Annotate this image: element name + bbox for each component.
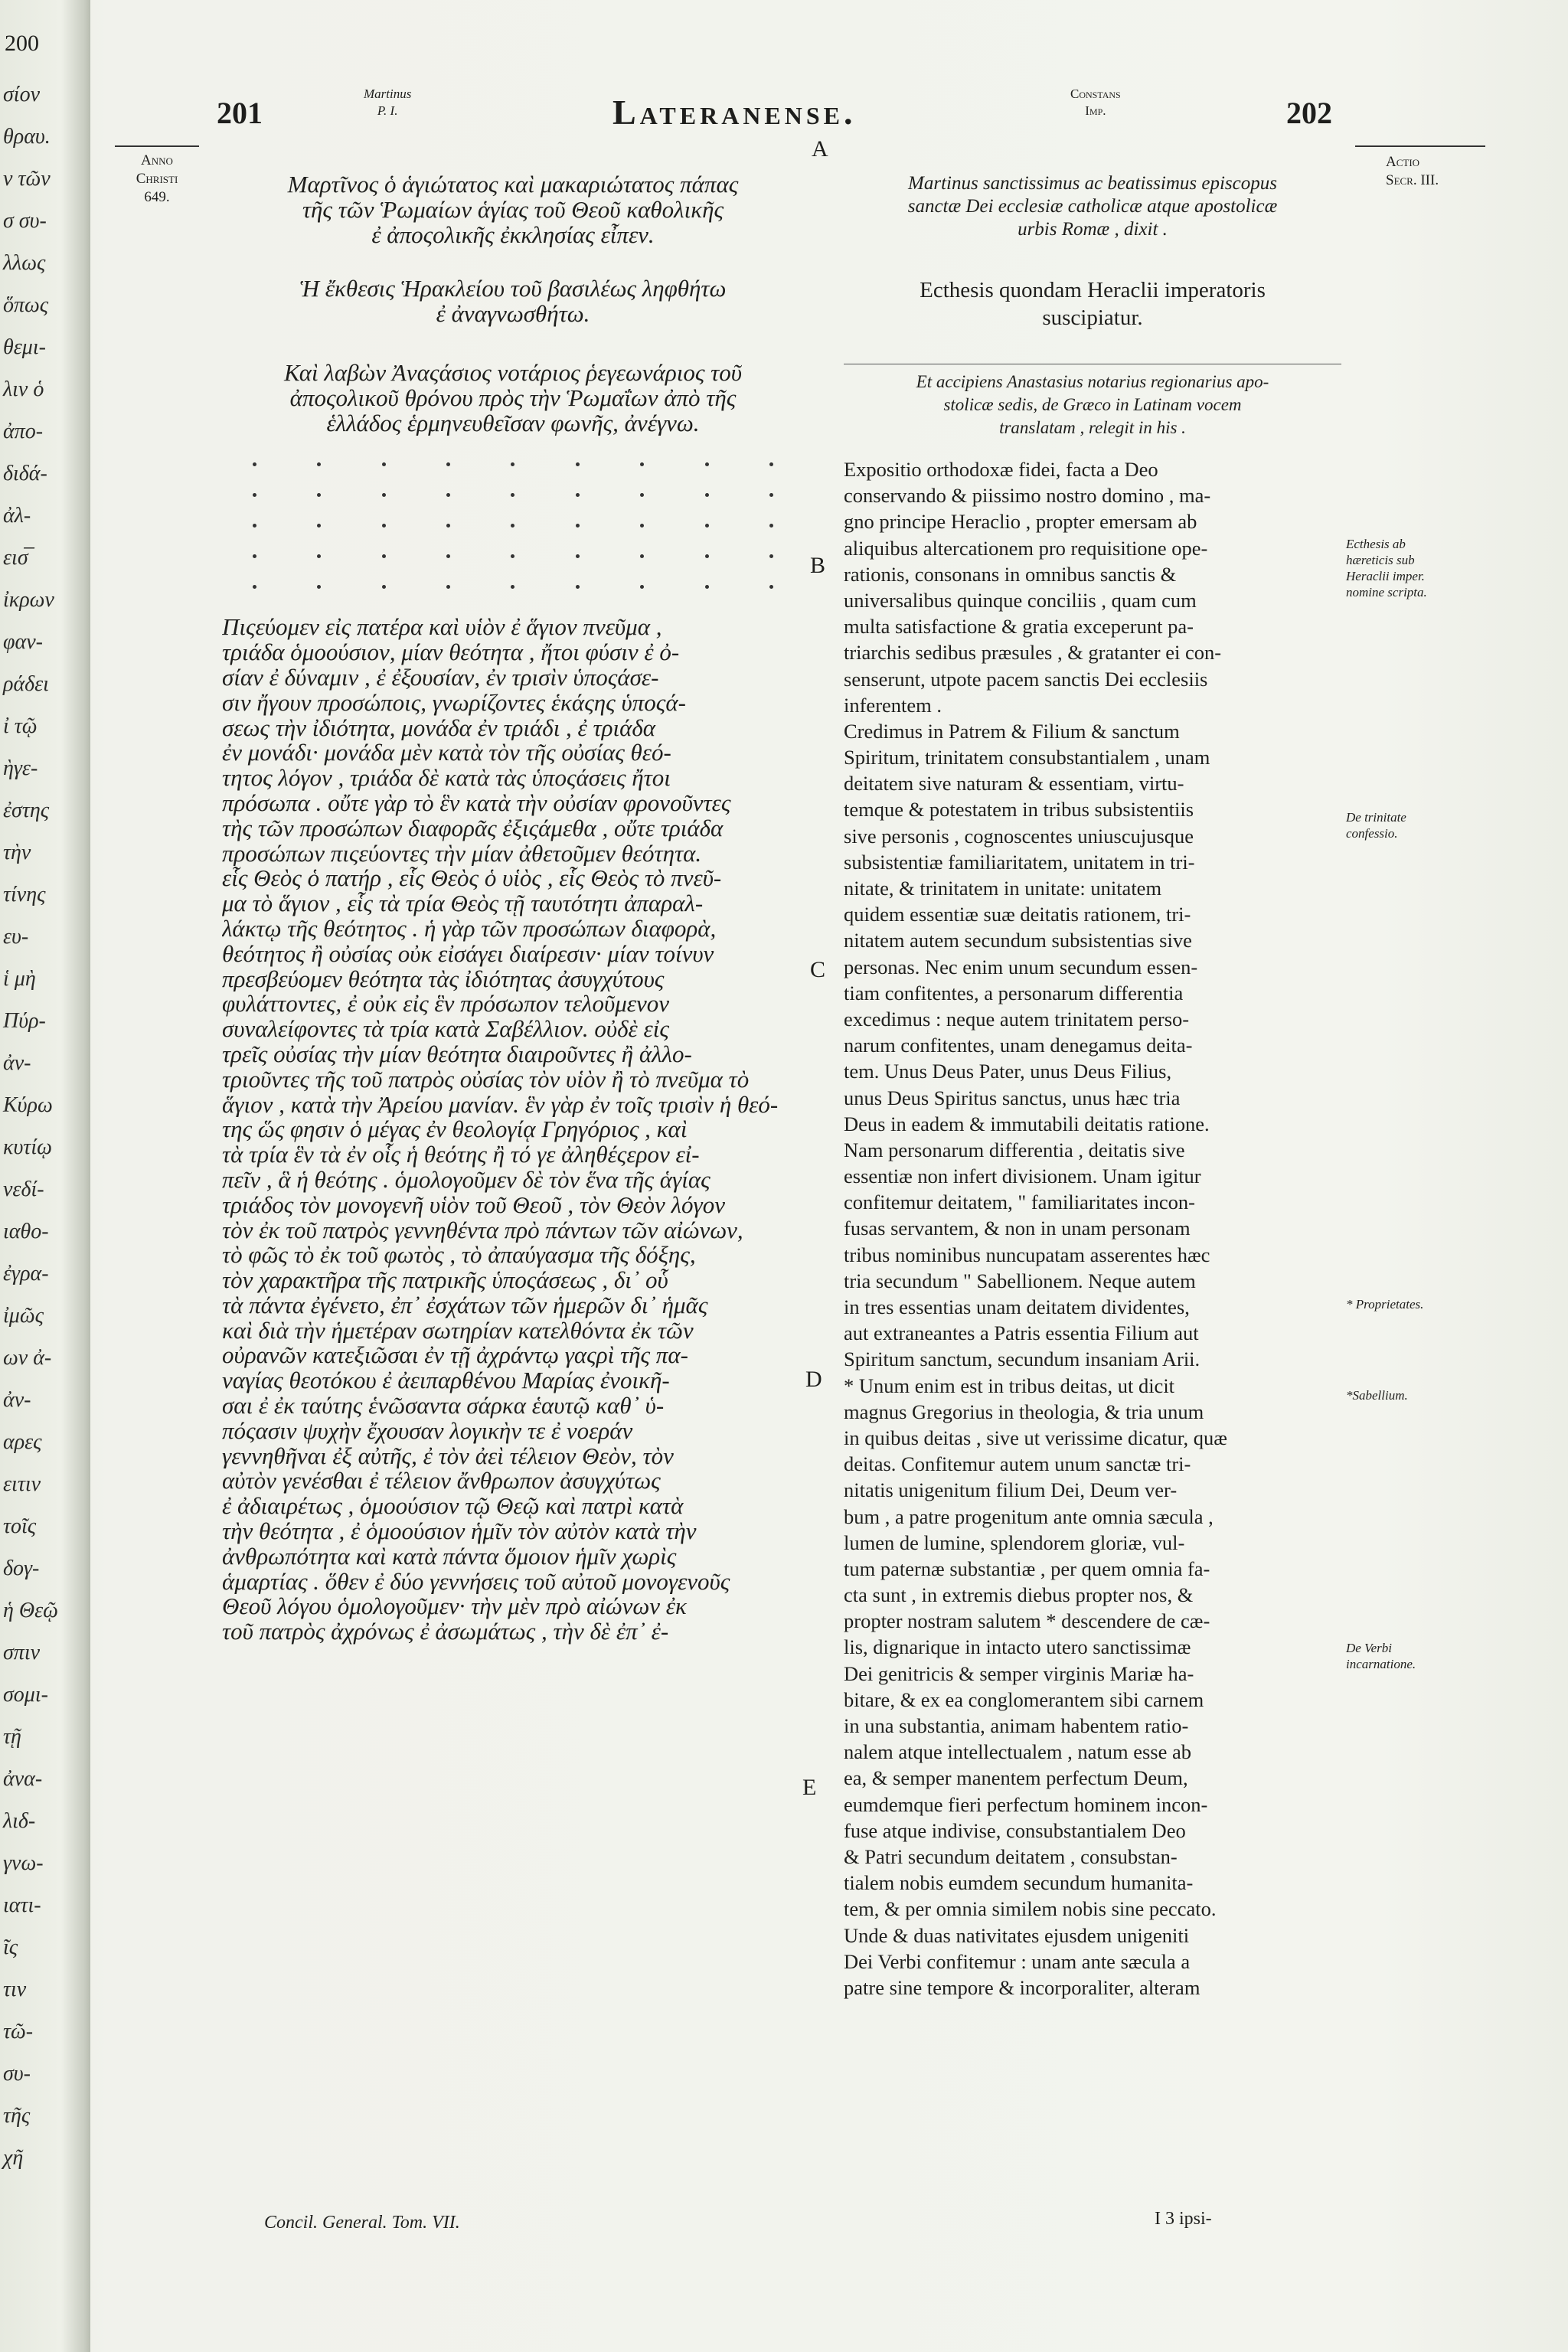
greek-body-line: ἁμαρτίας . ὅθεν ἐ δύο γεννήσεις τοῦ αὐτοῦ μονογενοῦς bbox=[222, 1569, 730, 1595]
latin-heading bbox=[844, 172, 1341, 241]
latin-anastasius-note bbox=[844, 364, 1341, 439]
previous-page-line: φαν- bbox=[3, 630, 43, 654]
lacuna-dot bbox=[740, 581, 804, 592]
latin-body-line: senserunt, utpote pacem sanctis Dei ecclesiis bbox=[844, 667, 1208, 691]
lacuna-dot bbox=[416, 581, 480, 592]
previous-page-line: ἀπο- bbox=[3, 420, 44, 443]
greek-body-line: τριάδος τὸν μονογενῆ υἱὸν τοῦ Θεοῦ , τὸν Θεὸν λόγον bbox=[222, 1192, 725, 1218]
latin-body-line: * Unum enim est in tribus deitas, ut dicit bbox=[844, 1374, 1175, 1397]
greek-body-line: πόςασιν ψυχὴν ἔχουσαν λογικὴν τε ἐ νοεράν bbox=[222, 1418, 633, 1444]
greek-body-line: προσώπων πιςεύοντες τὴν μίαν ἀθετοῦμεν θεότητα. bbox=[222, 841, 702, 867]
previous-page-line: ράδει bbox=[3, 672, 49, 696]
previous-page-line: σπιν bbox=[3, 1641, 41, 1664]
greek-body-line: ἐν μονάδι· μονάδα μὲν κατὰ τὸν τῆς οὐσίας θεό- bbox=[222, 740, 671, 766]
previous-page-line: γνω- bbox=[3, 1851, 44, 1875]
greek-body-line: οὐρανῶν κατεξιῶσαι ἐν τῇ ἀχράντῳ γαςρὶ τῆς πα- bbox=[222, 1343, 688, 1369]
greek-body-line: τὴν θεότητα , ἐ ὁμοούσιον ἡμῖν τὸν αὐτὸν κατὰ τὴν bbox=[222, 1519, 697, 1544]
lacuna-dot bbox=[675, 550, 739, 561]
latin-body-line: & Patri secundum deitatem , consubstan- bbox=[844, 1844, 1178, 1868]
header-emperor bbox=[1070, 86, 1121, 119]
greek-note-line: ἀποςολικοῦ θρόνου πρὸς τὴν Ῥωμαΐων ἀπὸ τῆς bbox=[289, 385, 737, 411]
latin-body-line: in una substantia, animam habentem ratio- bbox=[844, 1714, 1189, 1737]
lacuna-dot bbox=[481, 581, 545, 592]
anno-label: Anno bbox=[141, 152, 173, 168]
previous-page-line: τίνης bbox=[3, 883, 46, 906]
previous-page-line: λλως bbox=[3, 251, 46, 275]
margin-note-ecthesis: Ecthesis ab hæreticis sub Heraclii imper. nomine scripta. bbox=[1346, 537, 1427, 599]
greek-body bbox=[222, 615, 804, 1645]
greek-body-line: Θεοῦ λόγου ὁμολογοῦμεν· τὴν μὲν πρὸ αἰώνων ἐκ bbox=[222, 1594, 687, 1620]
lacuna-dot bbox=[481, 520, 545, 531]
lacuna-dot bbox=[545, 520, 609, 531]
latin-body-line: universalibus quinque conciliis , quam cum bbox=[844, 588, 1197, 612]
previous-page-line: ἰκρων bbox=[3, 588, 54, 612]
latin-note-line: Et accipiens Anastasius notarius regionarius apo- bbox=[916, 372, 1269, 391]
latin-body-line: nitate, & trinitatem in unitate: unitatem bbox=[844, 877, 1162, 900]
lacuna-dots bbox=[222, 459, 804, 592]
previous-page-line: ἰ τῷ bbox=[3, 714, 38, 738]
previous-page-line: λιδ- bbox=[3, 1809, 36, 1833]
latin-body-line: fuse atque indivise, consubstantialem Deo bbox=[844, 1818, 1186, 1842]
latin-body-line: aliquibus altercationem pro requisitione ope- bbox=[844, 536, 1208, 560]
previous-page-line: ἀν- bbox=[3, 1051, 31, 1075]
latin-body-line: sive personis , cognoscentes uniuscujusque bbox=[844, 824, 1194, 848]
latin-body-line: temque & potestatem in tribus subsistentiis bbox=[844, 798, 1194, 822]
lacuna-dot bbox=[610, 550, 675, 561]
lacuna-dot bbox=[416, 550, 480, 561]
lacuna-dot bbox=[222, 489, 286, 500]
previous-page-line: ιατι- bbox=[3, 1893, 41, 1917]
christi-label: Christi bbox=[136, 171, 178, 187]
latin-body-line: tria secundum " Sabellionem. Neque autem bbox=[844, 1269, 1196, 1292]
lacuna-dot bbox=[545, 489, 609, 500]
section-letter: A bbox=[812, 136, 828, 162]
previous-page-line: αρες bbox=[3, 1430, 42, 1454]
previous-page-line: ἰμῶς bbox=[3, 1304, 44, 1328]
previous-page-line: ὅπως bbox=[3, 293, 49, 317]
header-pope-name: Martinus bbox=[364, 87, 412, 101]
previous-page-line: θραυ. bbox=[3, 125, 51, 149]
greek-note-line: ἑλλάδος ἑρμηνευθεῖσαν φωνῆς, ἀνέγνω. bbox=[326, 410, 700, 436]
latin-body-line: magnus Gregorius in theologia, & tria unum bbox=[844, 1400, 1204, 1423]
greek-heading-line: τῆς τῶν Ῥωμαίων ἁγίας τοῦ Θεοῦ καθολικῆς bbox=[302, 197, 724, 223]
previous-page-line: ἀν- bbox=[3, 1388, 31, 1412]
previous-page-line: τῇ bbox=[3, 1725, 21, 1749]
greek-body-line: τριοῦντες τῆς τοῦ πατρὸς οὐσίας τὸν υἱὸν ἢ τὸ πνεῦμα τὸ bbox=[222, 1067, 750, 1093]
latin-body-line: propter nostram salutem * descendere de cæ- bbox=[844, 1609, 1210, 1633]
latin-body-line: ea, & semper manentem perfectum Deum, bbox=[844, 1766, 1188, 1790]
actio-session: Secr. III. bbox=[1386, 172, 1439, 188]
latin-body-line: inferentem . bbox=[844, 693, 942, 717]
previous-page-line: ἀλ- bbox=[3, 504, 31, 528]
previous-page-line: ἡ Θεῷ bbox=[3, 1599, 58, 1622]
latin-body-line: personas. Nec enim unum secundum essen- bbox=[844, 955, 1198, 978]
lacuna-dot bbox=[610, 489, 675, 500]
previous-page-line: εισ̅ bbox=[3, 546, 28, 570]
latin-body-line: patre sine tempore & incorporaliter, alteram bbox=[844, 1975, 1200, 1999]
greek-body-line: σιν ἤγουν προσώποις, γνωρίζοντες ἑκάςης ὑποςά- bbox=[222, 690, 686, 716]
lacuna-dot bbox=[286, 550, 351, 561]
previous-page-line: τιν bbox=[3, 1978, 27, 2001]
latin-body-line: Spiritum sanctum, secundum insaniam Arii. bbox=[844, 1348, 1200, 1371]
greek-body-line: εἷς Θεὸς ὁ πατήρ , εἷς Θεὸς ὁ υἱὸς , εἷς Θεὸς τὸ πνεῦ- bbox=[222, 866, 722, 892]
latin-body-line: multa satisfactione & gratia exceperunt pa- bbox=[844, 615, 1194, 639]
header-pope-number: P. I. bbox=[377, 103, 398, 118]
latin-title-line: Ecthesis quondam Heraclii imperatoris bbox=[920, 278, 1266, 302]
latin-column bbox=[844, 172, 1341, 2001]
latin-body-line: tribus nominibus nuncupatam asserentes hæc bbox=[844, 1243, 1210, 1266]
greek-body-line: τὸν χαρακτῆρα τῆς πατρικῆς ὑποςάσεως , δι᾽ οὗ bbox=[222, 1268, 668, 1293]
greek-body-line: τὸν ἐκ τοῦ πατρὸς γεννηθέντα πρὸ πάντων τῶν αἰώνων, bbox=[222, 1217, 743, 1243]
previous-page-number: 200 bbox=[5, 31, 39, 56]
previous-page-line: τοῖς bbox=[3, 1514, 37, 1538]
previous-page-line: Κύρω bbox=[3, 1093, 53, 1117]
latin-ecthesis-title bbox=[844, 276, 1341, 332]
previous-page-line: κυτίῳ bbox=[3, 1135, 52, 1159]
lacuna-dot bbox=[286, 459, 351, 469]
greek-note-line: Καὶ λαβὼν Ἀναςάσιος νοτάριος ῥεγεωνάριος τοῦ bbox=[283, 360, 743, 386]
lacuna-dot bbox=[740, 459, 804, 469]
margin-year bbox=[115, 145, 199, 207]
previous-page-line: δογ- bbox=[3, 1557, 40, 1580]
latin-heading-line: urbis Romæ , dixit . bbox=[1018, 219, 1168, 240]
greek-heading bbox=[222, 172, 804, 247]
latin-body-line: subsistentiæ familiaritatem, unitatem in tri- bbox=[844, 850, 1195, 874]
latin-body-line: nitatis unigenitum filium Dei, Deum ver- bbox=[844, 1478, 1178, 1502]
greek-body-line: τοῦ πατρὸς ἀχρόνως ἐ ἀσωμάτως , τὴν δὲ ἐπ᾽ ἐ- bbox=[222, 1619, 669, 1645]
lacuna-dot bbox=[675, 581, 739, 592]
section-letter: B bbox=[810, 553, 826, 578]
previous-page-line: ῖς bbox=[3, 1936, 18, 1959]
lacuna-dot bbox=[351, 520, 416, 531]
greek-body-line: πεῖν , ἃ ἡ θεότης . ὁμολογοῦμεν δὲ τὸν ἕνα τῆς ἁγίας bbox=[222, 1167, 710, 1193]
previous-page-line: ἀνα- bbox=[3, 1767, 43, 1791]
latin-body-line: Nam personarum differentia , deitatis sive bbox=[844, 1138, 1185, 1161]
previous-page-edge bbox=[0, 0, 90, 2352]
lacuna-dot bbox=[222, 520, 286, 531]
actio-label: Actio bbox=[1386, 154, 1420, 170]
section-letter: C bbox=[810, 957, 826, 982]
latin-body-line: essentiæ non infert divisionem. Unam igitur bbox=[844, 1165, 1201, 1188]
greek-body-line: τὸ φῶς τὸ ἐκ τοῦ φωτὸς , τὸ ἀπαύγασμα τῆς δόξης, bbox=[222, 1243, 696, 1269]
lacuna-dot bbox=[351, 459, 416, 469]
latin-body-line: Dei Verbi confitemur : unam ante sæcula a bbox=[844, 1949, 1191, 1973]
greek-body-line: φυλάττοντες, ἐ οὐκ εἰς ἓν πρόσωπον τελοῦμενον bbox=[222, 991, 670, 1018]
margin-actio bbox=[1355, 145, 1485, 190]
header-title: Lateranense. bbox=[612, 93, 857, 132]
lacuna-dot bbox=[351, 550, 416, 561]
greek-body-line: Πιςεύομεν εἰς πατέρα καὶ υἱὸν ἐ ἅγιον πνεῦμα , bbox=[222, 615, 662, 641]
previous-page-line: ειτιν bbox=[3, 1472, 41, 1496]
lacuna-dot bbox=[545, 550, 609, 561]
greek-body-line: θεότητος ἢ οὐσίας οὐκ εἰσάγει διαίρεσιν· μίαν τοίνυν bbox=[222, 941, 714, 967]
greek-title-line: Ἡ ἔκθεσις Ἡρακλείου τοῦ βασιλέως ληφθήτω bbox=[299, 276, 727, 302]
latin-body-line: Credimus in Patrem & Filium & sanctum bbox=[844, 719, 1180, 743]
running-header bbox=[0, 86, 1568, 147]
lacuna-dot bbox=[222, 459, 286, 469]
lacuna-dot bbox=[610, 520, 675, 531]
latin-body-line: tialem nobis eumdem secundum humanita- bbox=[844, 1871, 1194, 1895]
header-pope bbox=[364, 86, 411, 119]
lacuna-dot bbox=[481, 550, 545, 561]
previous-page-line: τῆς bbox=[3, 2104, 31, 2128]
latin-body-line: quidem essentiæ suæ deitatis rationem, tri- bbox=[844, 903, 1191, 926]
greek-body-line: σίαν ἐ δύναμιν , ἐ ἐξουσίαν, ἐν τρισὶν ὑποςάσε- bbox=[222, 665, 659, 691]
latin-body-line: in tres essentias unam deitatem dividentes, bbox=[844, 1295, 1190, 1318]
greek-body-line: γεννηθῆναι ἐξ αὐτῆς, ἐ τὸν ἀεὶ τέλειον Θεὸν, τὸν bbox=[222, 1443, 674, 1469]
greek-column bbox=[222, 172, 804, 1645]
lacuna-dot bbox=[351, 581, 416, 592]
latin-body-line: in quibus deitas , sive ut verissime dicatur, quæ bbox=[844, 1426, 1227, 1449]
greek-body-line: πρόσωπα . οὔτε γὰρ τὸ ἓν κατὰ τὴν οὐσίαν φρονοῦντες bbox=[222, 790, 731, 816]
lacuna-dot bbox=[286, 520, 351, 531]
latin-title-line: suscipiatur. bbox=[1042, 305, 1143, 330]
greek-body-line: τὰ τρία ἓν τὰ ἐν οἷς ἡ θεότης ἢ τό γε ἀληθέςερον εἰ- bbox=[222, 1142, 700, 1168]
lacuna-dot bbox=[675, 459, 739, 469]
greek-body-line: τητος λόγον , τριάδα δὲ κατὰ τὰς ὑποςάσεις ἤτοι bbox=[222, 766, 671, 791]
lacuna-dot bbox=[416, 520, 480, 531]
greek-ecthesis-title bbox=[222, 276, 804, 327]
header-emperor-title: Imp. bbox=[1085, 103, 1106, 118]
lacuna-dot bbox=[740, 550, 804, 561]
page-number-right: 202 bbox=[1286, 96, 1332, 130]
greek-body-line: της ὥς φησιν ὁ μέγας ἐν θεολογίᾳ Γρηγόριος , καὶ bbox=[222, 1117, 688, 1143]
greek-body-line: αὐτὸν γενέσθαι ἐ τέλειον ἄνθρωπον ἀσυγχύτως bbox=[222, 1468, 661, 1494]
greek-body-line: σαι ἐ ἐκ ταύτης ἑνῶσαντα σάρκα ἑαυτῷ καθ᾽ ὑ- bbox=[222, 1393, 665, 1419]
previous-page-line: λιν ὁ bbox=[3, 377, 44, 401]
lacuna-dot bbox=[416, 459, 480, 469]
latin-body-line: Unde & duas nativitates ejusdem unigeniti bbox=[844, 1923, 1190, 1947]
latin-body-line: eumdemque fieri perfectum hominem incon- bbox=[844, 1792, 1208, 1816]
previous-page-line: Πύρ- bbox=[3, 1009, 46, 1033]
latin-body-line: Deus in eadem & immutabili deitatis ratione. bbox=[844, 1112, 1210, 1135]
latin-body-line: cta sunt , in extremis diebus propter nos, & bbox=[844, 1583, 1194, 1607]
footer-catchword: I 3 ipsi- bbox=[1155, 2209, 1212, 2229]
header-emperor-name: Constans bbox=[1070, 87, 1121, 101]
lacuna-dot bbox=[675, 489, 739, 500]
lacuna-dot bbox=[740, 489, 804, 500]
latin-body-line: tiam confitentes, a personarum differentia bbox=[844, 981, 1184, 1004]
previous-page-line: σομι- bbox=[3, 1683, 48, 1707]
greek-body-line: πρεσβεύομεν θεότητα τὰς ἰδιότητας ἀσυγχύτους bbox=[222, 966, 665, 992]
previous-page-line: ἐγρα- bbox=[3, 1262, 49, 1285]
latin-body-line: Dei genitricis & semper virginis Mariæ ha- bbox=[844, 1661, 1194, 1685]
previous-page-line: σίον bbox=[3, 83, 41, 106]
latin-body-line: fusas servantem, & non in unam personam bbox=[844, 1217, 1191, 1240]
previous-page-line: ἐστης bbox=[3, 799, 50, 822]
greek-body-line: ἅγιον , κατὰ τὴν Ἀρείου μανίαν. ἓν γὰρ ἐν τοῖς τρισὶν ἡ θεό- bbox=[222, 1092, 779, 1118]
previous-page-line: σ συ- bbox=[3, 209, 47, 233]
latin-body bbox=[844, 456, 1341, 2001]
lacuna-dot bbox=[286, 489, 351, 500]
lacuna-dot bbox=[675, 520, 739, 531]
page-number-left: 201 bbox=[217, 96, 263, 130]
year-value: 649. bbox=[144, 189, 170, 205]
previous-page-line: ων ἀ- bbox=[3, 1346, 52, 1370]
section-letter: E bbox=[802, 1775, 817, 1800]
latin-heading-line: sanctæ Dei ecclesiæ catholicæ atque apostolicæ bbox=[907, 196, 1278, 217]
margin-note-proprietates: * Proprietates. bbox=[1346, 1297, 1424, 1312]
section-letter: D bbox=[805, 1367, 822, 1392]
latin-body-line: conservando & piissimo nostro domino , ma- bbox=[844, 484, 1211, 508]
latin-body-line: nalem atque intellectualem , natum esse ab bbox=[844, 1740, 1192, 1764]
margin-note-incarnatione: De Verbi incarnatione. bbox=[1346, 1641, 1416, 1671]
lacuna-dot bbox=[740, 520, 804, 531]
latin-body-line: triarchis sedibus præsules , & gratanter ei con- bbox=[844, 641, 1222, 665]
lacuna-dot bbox=[222, 581, 286, 592]
greek-body-line: μα τὸ ἅγιον , εἷς τὰ τρία Θεὸς τῇ ταυτότητι ἀπαραλ- bbox=[222, 891, 704, 916]
previous-page-line: ιαθο- bbox=[3, 1220, 49, 1243]
latin-body-line: lumen de lumine, splendorem gloriæ, vul- bbox=[844, 1530, 1185, 1554]
lacuna-dot bbox=[545, 459, 609, 469]
latin-body-line: confitemur deitatem, " familiaritates incon- bbox=[844, 1191, 1195, 1214]
latin-body-line: bum , a patre progenitum ante omnia sæcula , bbox=[844, 1504, 1214, 1528]
greek-body-line: τριάδα ὁμοούσιον, μίαν θεότητα , ἤτοι φύσιν ἐ ὀ- bbox=[222, 640, 680, 665]
lacuna-dot bbox=[545, 581, 609, 592]
greek-body-line: καὶ διὰ τὴν ἡμετέραν σωτηρίαν κατελθόντα ἐκ τῶν bbox=[222, 1318, 694, 1344]
previous-page-line: νεδί- bbox=[3, 1178, 44, 1201]
latin-body-line: deitatem sive naturam & essentiam, virtu- bbox=[844, 772, 1184, 795]
previous-page-line: διδά- bbox=[3, 462, 47, 485]
lacuna-dot bbox=[286, 581, 351, 592]
greek-anastasius-note bbox=[222, 361, 804, 436]
previous-page-line: ὴγε- bbox=[3, 756, 38, 780]
lacuna-dot bbox=[481, 459, 545, 469]
lacuna-dot bbox=[222, 550, 286, 561]
lacuna-dot bbox=[351, 489, 416, 500]
footer-signature: Concil. General. Tom. VII. bbox=[264, 2213, 460, 2233]
latin-body-line: unus Deus Spiritus sanctus, unus hæc tria bbox=[844, 1086, 1181, 1109]
latin-body-line: lis, dignarique in intacto utero sanctissimæ bbox=[844, 1635, 1191, 1659]
greek-title-line: ἐ ἀναγνωσθήτω. bbox=[436, 302, 590, 327]
previous-page-line: ευ- bbox=[3, 925, 29, 949]
greek-body-line: τὴς τῶν προσώπων διαφορᾶς ἐξιςάμεθα , οὔτε τριάδα bbox=[222, 815, 724, 841]
greek-body-line: ἀνθρωπότητα καὶ κατὰ πάντα ὅμοιον ἡμῖν χωρὶς bbox=[222, 1544, 677, 1570]
latin-body-line: excedimus : neque autem trinitatem perso- bbox=[844, 1007, 1190, 1031]
latin-body-line: Expositio orthodoxæ fidei, facta a Deo bbox=[844, 458, 1158, 481]
lacuna-dot bbox=[481, 489, 545, 500]
greek-heading-line: Μαρτῖνος ὁ ἁγιώτατος καὶ μακαριώτατος πάπας bbox=[287, 172, 739, 198]
greek-body-line: τρεῖς οὐσίας τὴν μίαν θεότητα διαιροῦντες ἢ ἀλλο- bbox=[222, 1041, 692, 1067]
greek-body-line: λάκτῳ τῆς θεότητος . ἡ γὰρ τῶν προσώπων διαφορὰ, bbox=[222, 916, 717, 942]
latin-body-line: tem, & per omnia similem nobis sine peccato. bbox=[844, 1897, 1217, 1921]
previous-page-line: συ- bbox=[3, 2062, 31, 2086]
greek-body-line: συναλείφοντες τὰ τρία κατὰ Σαβέλλιον. οὐδὲ εἰς bbox=[222, 1017, 669, 1042]
latin-body-line: nitatem autem secundum subsistentias sive bbox=[844, 929, 1192, 952]
previous-page-line: τὴν bbox=[3, 841, 31, 864]
margin-note-sabellium: *Sabellium. bbox=[1346, 1388, 1408, 1403]
previous-page-line: χῆ bbox=[3, 2146, 24, 2170]
lacuna-dot bbox=[610, 459, 675, 469]
greek-heading-line: ἐ ἀποςολικῆς ἐκκλησίας εἶπεν. bbox=[371, 222, 655, 248]
previous-page-line: θεμι- bbox=[3, 335, 46, 359]
greek-body-line: ἐ ἀδιαιρέτως , ὁμοούσιον τῷ Θεῷ καὶ πατρὶ κατὰ bbox=[222, 1494, 684, 1520]
greek-body-line: σεως τὴν ἰδιότητα, μονάδα ἐν τριάδι , ἐ τριάδα bbox=[222, 715, 656, 741]
latin-note-line: stolicæ sedis, de Græco in Latinam vocem bbox=[943, 395, 1242, 414]
latin-body-line: Spiritum, trinitatem consubstantialem , unam bbox=[844, 746, 1210, 769]
previous-page-line: τῶ- bbox=[3, 2020, 34, 2043]
latin-body-line: narum confitentes, unam denegamus deita- bbox=[844, 1034, 1193, 1057]
previous-page-line: ἱ μὴ bbox=[3, 967, 36, 991]
lacuna-dot bbox=[610, 581, 675, 592]
latin-body-line: tum paternæ substantiæ , per quem omnia fa- bbox=[844, 1557, 1210, 1580]
greek-body-line: ναγίας θεοτόκου ἐ ἀειπαρθένου Μαρίας ἐνοικῆ- bbox=[222, 1368, 670, 1394]
latin-body-line: rationis, consonans in omnibus sanctis & bbox=[844, 562, 1177, 586]
margin-note-trinitate: De trinitate confessio. bbox=[1346, 810, 1406, 841]
latin-note-line: translatam , relegit in his . bbox=[999, 418, 1186, 437]
lacuna-dot bbox=[416, 489, 480, 500]
previous-page-line: ν τῶν bbox=[3, 167, 51, 191]
latin-body-line: aut extraneantes a Patris essentia Filium aut bbox=[844, 1321, 1199, 1345]
latin-heading-line: Martinus sanctissimus ac beatissimus episcopus bbox=[908, 173, 1277, 194]
latin-body-line: bitare, & ex ea conglomerantem sibi carnem bbox=[844, 1687, 1204, 1711]
latin-body-line: tem. Unus Deus Pater, unus Deus Filius, bbox=[844, 1060, 1172, 1083]
latin-body-line: deitas. Confitemur autem unum sanctæ tri- bbox=[844, 1452, 1191, 1476]
latin-body-line: gno principe Heraclio , propter emersam ab bbox=[844, 510, 1197, 534]
greek-body-line: τὰ πάντα ἐγένετο, ἐπ᾽ ἐσχάτων τῶν ἡμερῶν δι᾽ ἡμᾶς bbox=[222, 1292, 708, 1318]
